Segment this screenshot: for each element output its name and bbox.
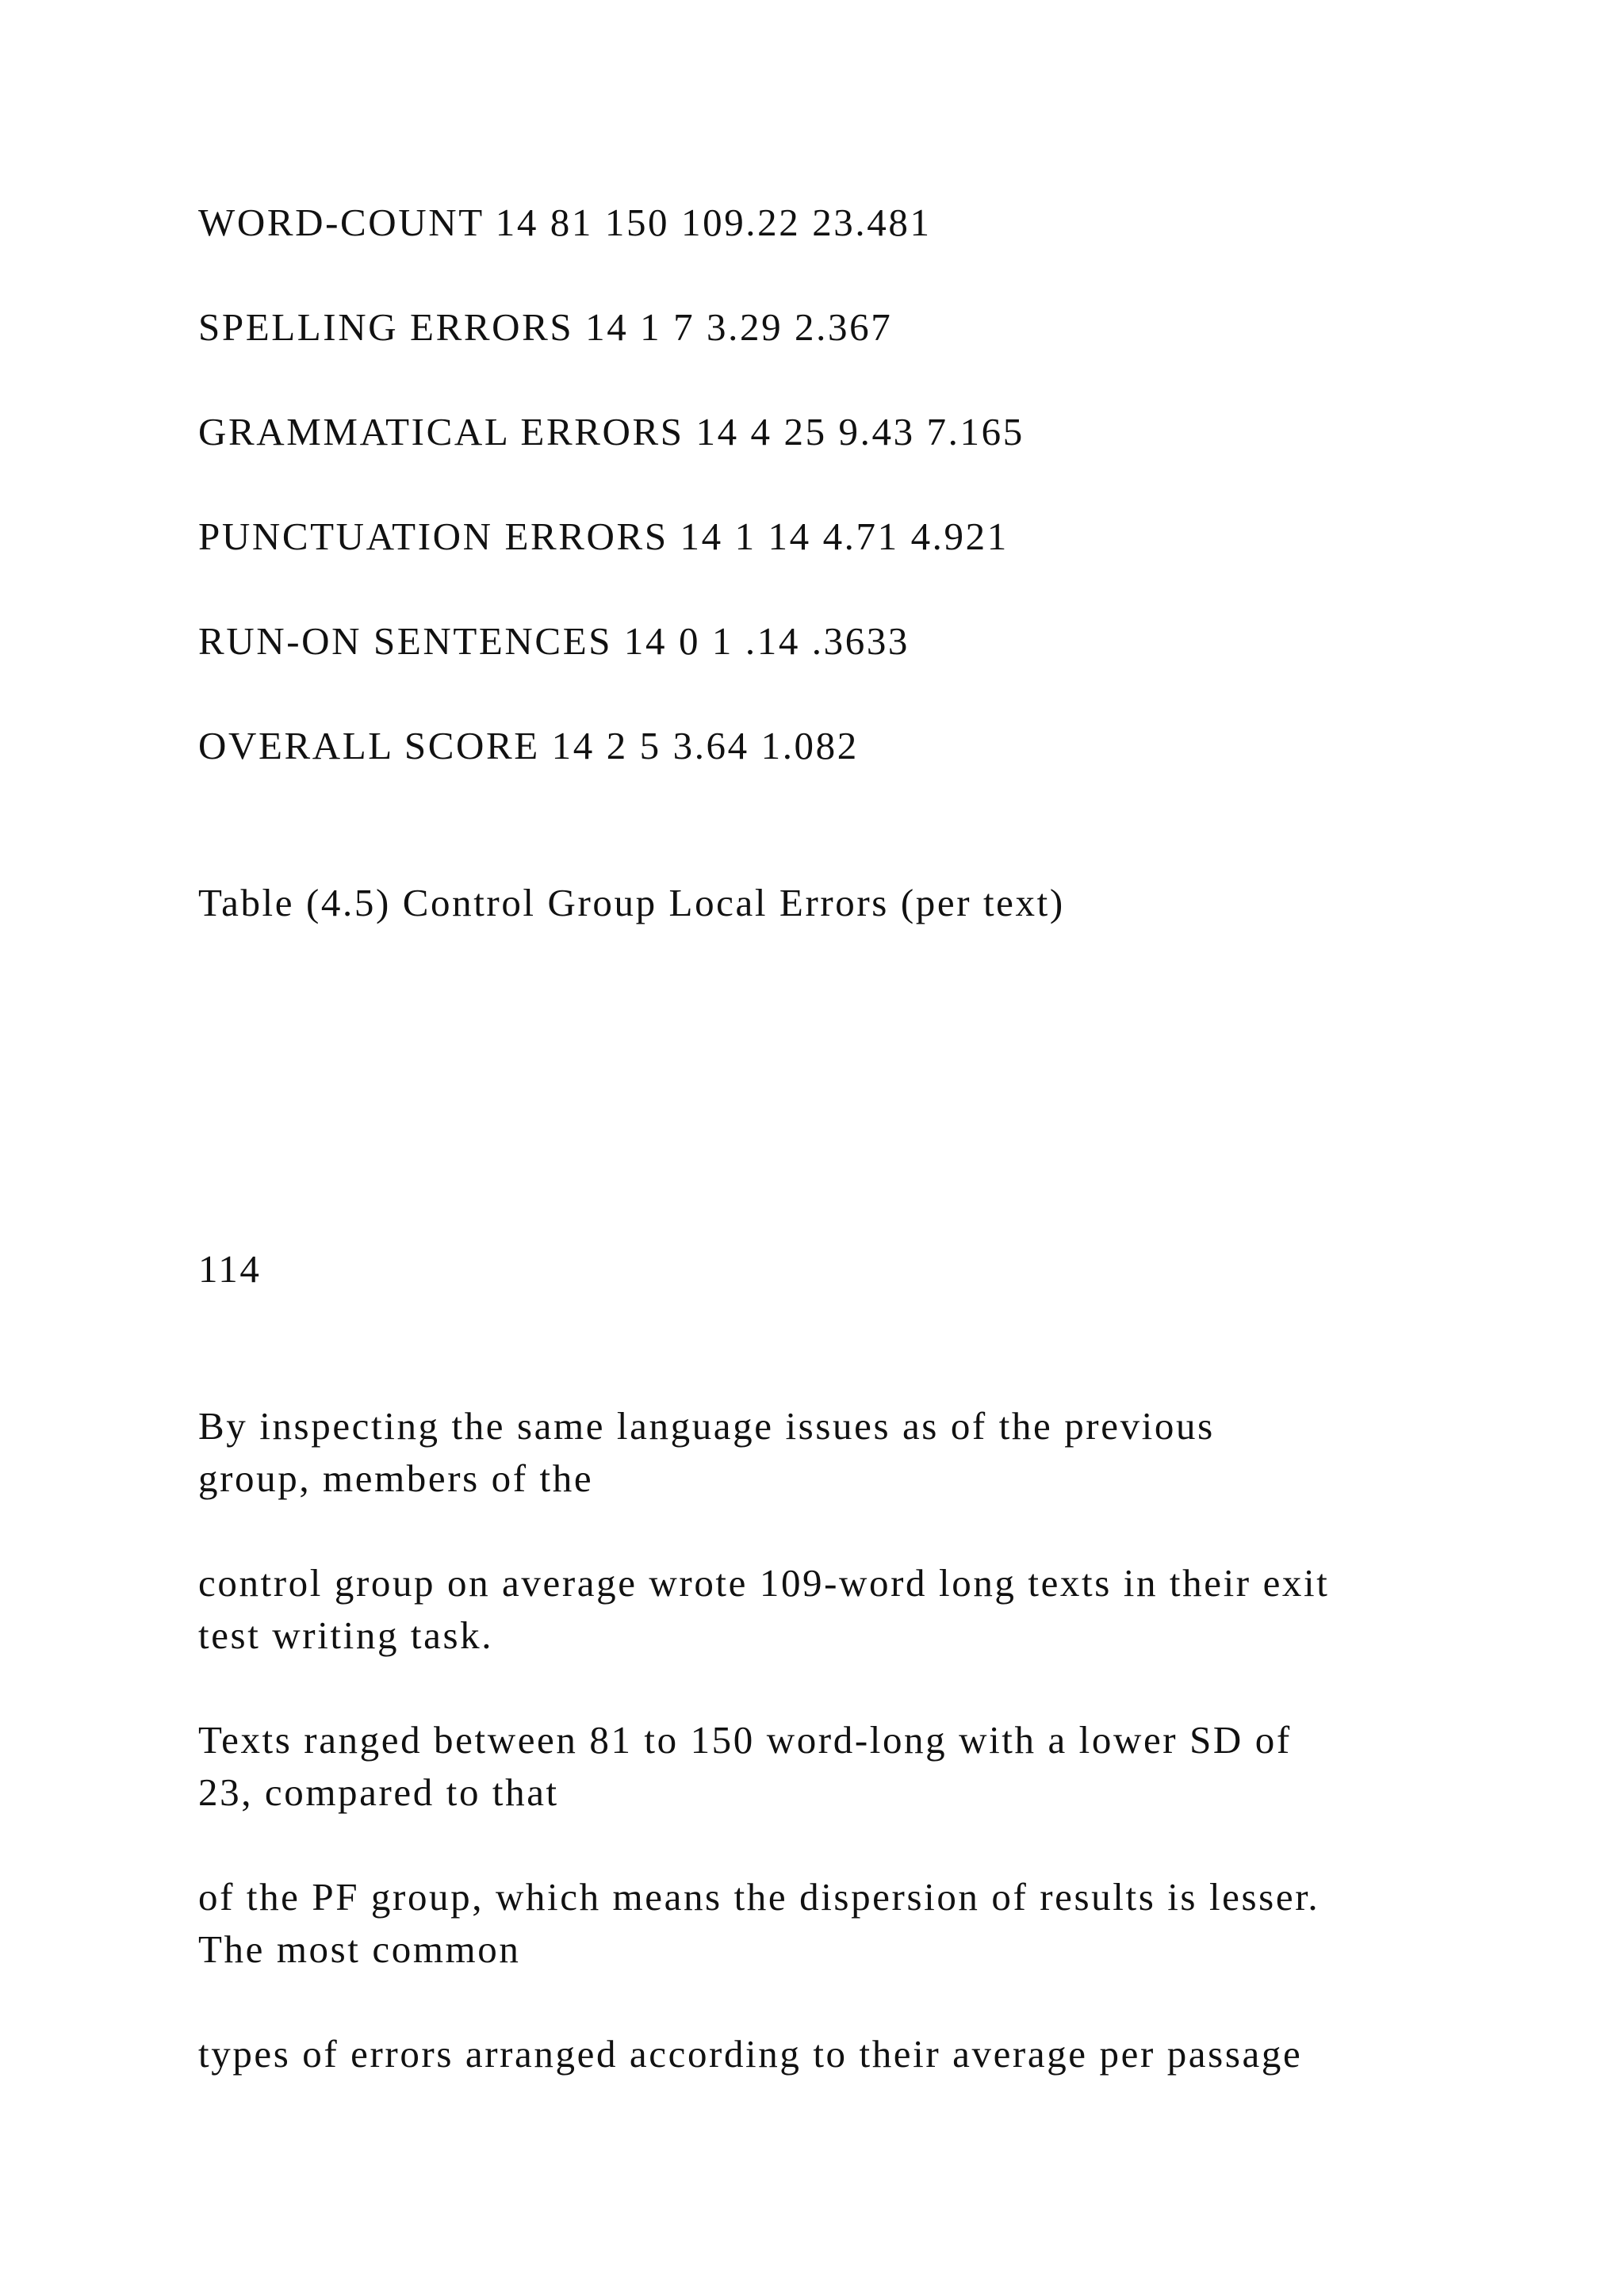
body-line: By inspecting the same language issues as of the previous [198, 1404, 1215, 1448]
table-row-overall-score: OVERALL SCORE 14 2 5 3.64 1.082 [198, 724, 859, 767]
body-line: The most common [198, 1927, 521, 1971]
table-row-run-on-sentences: RUN-ON SENTENCES 14 0 1 .14 .3633 [198, 619, 910, 663]
body-line: of the PF group, which means the dispersion of results is lesser. [198, 1875, 1320, 1919]
body-line: control group on average wrote 109-word long texts in their exit [198, 1561, 1330, 1605]
table-row-grammatical-errors: GRAMMATICAL ERRORS 14 4 25 9.43 7.165 [198, 410, 1025, 453]
body-paragraph [198, 1557, 1467, 1662]
page-number: 114 [198, 1247, 262, 1291]
table-row-word-count: WORD-COUNT 14 81 150 109.22 23.481 [198, 201, 932, 244]
table-row-spelling-errors: SPELLING ERRORS 14 1 7 3.29 2.367 [198, 305, 893, 349]
body-line: 23, compared to that [198, 1770, 559, 1814]
table-row-punctuation-errors: PUNCTUATION ERRORS 14 1 14 4.71 4.921 [198, 515, 1009, 558]
body-line: Texts ranged between 81 to 150 word-long with a lower SD of [198, 1718, 1292, 1762]
body-paragraph [198, 1871, 1467, 1976]
table-caption: Table (4.5) Control Group Local Errors (per text) [198, 881, 1065, 924]
body-line: test writing task. [198, 1613, 494, 1657]
body-paragraph [198, 1400, 1467, 1505]
body-paragraph [198, 2028, 1467, 2080]
body-line: group, members of the [198, 1456, 594, 1500]
body-line: types of errors arranged according to their average per passage [198, 2032, 1303, 2076]
body-paragraph [198, 1714, 1467, 1819]
